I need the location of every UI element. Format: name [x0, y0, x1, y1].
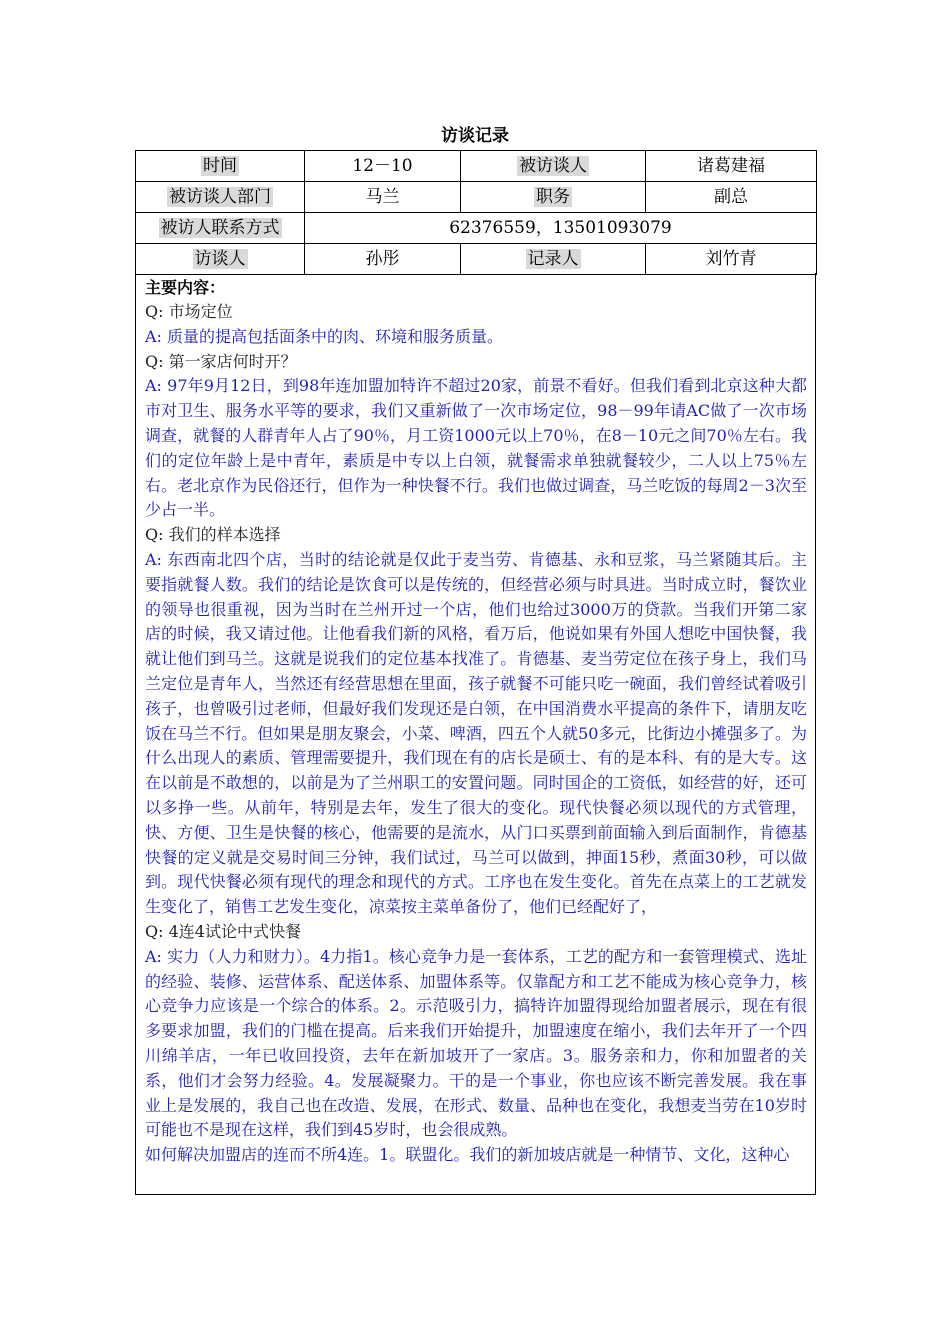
dept-value: 马兰	[305, 182, 461, 213]
question-paragraph: Q: 4连4试论中式快餐	[145, 921, 301, 941]
answer-paragraph: A: 质量的提高包括面条中的肉、环境和服务质量。	[145, 326, 504, 346]
recorder-value: 刘竹青	[646, 244, 817, 275]
main-content-cell	[135, 273, 816, 1195]
question-paragraph: Q: 我们的样本选择	[145, 525, 281, 545]
answer-paragraph: 如何解决加盟店的连而不所4连。1。联盟化。我们的新加坡店就是一种情节、文化，这种心	[145, 1145, 790, 1165]
position-label-cell	[461, 182, 646, 213]
document-title: 访谈记录	[441, 126, 509, 146]
interviewee-label: 被访谈人	[519, 156, 587, 176]
content-heading: 主要内容：	[145, 278, 226, 297]
info-row-interviewer	[136, 244, 817, 275]
position-label: 职务	[536, 187, 570, 207]
answer-paragraph: A: 实力（人力和财力）。4力指1。核心竞争力是一套体系，工艺的配方和一套管理模式、选址的经验、装修、运营体系、配送体系、加盟体系等。仅靠配方和工艺不能成为核心竞争力，核心竞争力应该是一个综合的体系。2。示范吸引力，搞特许加盟得现给加盟者展示，现在有很多要求加盟，我们的门槛在提高。后来我们开始提升，加盟速度在缩小，我们去年开了一个四川绵羊店，一年已收回投资，去年在新加坡开了一家店。3。服务亲和力，你和加盟者的关系，他们才会努力经验。4。发展凝聚力。干的是一个事业，你也应该不断完善发展。我在事业上是发展的，我自己也在改造、发展，在形式、数量、品种也在变化，我想麦当劳在10岁时可能也不是现在这样，我们到45岁时，也会很成熟。	[145, 946, 807, 1140]
time-label-cell	[136, 151, 305, 182]
recorder-label-cell	[461, 244, 646, 275]
question-paragraph: Q: 市场定位	[145, 302, 233, 321]
time-value: 12－10	[305, 151, 461, 182]
answer-paragraph: A: 97年9月12日，到98年连加盟加特许不超过20家，前景不看好。但我们看到北京这种大都市对卫生、服务水平等的要求，我们又重新做了一次市场定位，98－99年请AC做了一次市场调查，就餐的人群青年人占了90％，月工资1000元以上70％，在8－10元之间70％左右。我们的定位年龄上是中青年，素质是中专以上白领，就餐需求单独就餐较少，二人以上75％左右。老北京作为民俗还行，但作为一种快餐不行。我们也做过调查，马兰吃饭的每周2－3次至少占一半。	[145, 376, 807, 520]
recorder-label: 记录人	[527, 249, 579, 269]
contact-label-cell	[136, 213, 305, 244]
info-table	[135, 150, 817, 275]
time-label: 时间	[203, 156, 237, 176]
info-row-time	[136, 151, 817, 182]
interviewer-label: 访谈人	[194, 249, 246, 269]
interviewee-label-cell	[461, 151, 646, 182]
interviewer-label-cell	[136, 244, 305, 275]
dept-label: 被访谈人部门	[169, 187, 271, 207]
question-paragraph: Q: 第一家店何时开？	[145, 351, 297, 371]
interviewer-value: 孙彤	[305, 244, 461, 275]
position-value: 副总	[646, 182, 817, 213]
info-row-dept	[136, 182, 817, 213]
dept-label-cell	[136, 182, 305, 213]
contact-value: 62376559，13501093079	[305, 213, 817, 244]
answer-paragraph: A: 东西南北四个店，当时的结论就是仅此于麦当劳、肯德基、永和豆浆，马兰紧随其后。主要指就餐人数。我们的结论是饮食可以是传统的，但经营必须与时具进。当时成立时，餐饮业的领导也很重视，因为当时在兰州开过一个店，他们也给过3000万的贷款。当我们开第二家店的时候，我又请过他。让他看我们新的风格，看万后，他说如果有外国人想吃中国快餐，我就让他们到马兰。这就是说我们的定位基本找准了。肯德基、麦当劳定位在孩子身上，我们马兰定位是青年人，当然还有经营思想在里面，孩子就餐不可能只吃一碗面，我们曾经试着吸引孩子，也曾吸引过老师，但最好我们发现还是白领，在中国消费水平提高的条件下，请朋友吃饭在马兰不行。但如果是朋友聚会，小菜、啤酒，四五个人就50多元，比街边小摊强多了。为什么出现人的素质、管理需要提升，我们现在有的店长是硕士、有的是本科、有的是大专。这在以前是不敢想的，以前是为了兰州职工的安置问题。同时国企的工资低，如经营的好，还可以多挣一些。从前年，特别是去年，发生了很大的变化。现代快餐必须以现代的方式管理，快、方便、卫生是快餐的核心，他需要的是流水，从门口买票到前面输入到后面制作，肯德基快餐的定义就是交易时间三分钟，我们试过，马兰可以做到，抻面15秒，煮面30秒，可以做到。现代快餐必须有现代的理念和现代的方式。工序也在发生变化。首先在点菜上的工艺就发生变化了，销售工艺发生变化，凉菜按主菜单备份了，他们已经配好了，	[145, 549, 807, 917]
info-row-contact	[136, 213, 817, 244]
interviewee-value: 诸葛建福	[646, 151, 817, 182]
contact-label: 被访人联系方式	[160, 218, 280, 238]
